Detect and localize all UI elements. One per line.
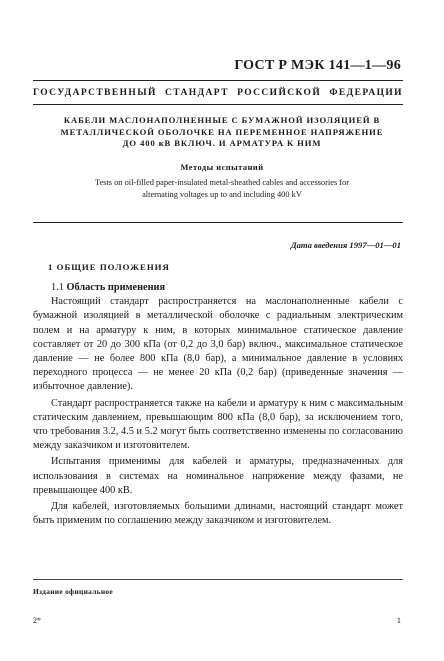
state-standard-banner	[33, 88, 403, 98]
header-rule-bottom	[33, 104, 403, 105]
section-title: 1 ОБЩИЕ ПОЛОЖЕНИЯ	[48, 262, 170, 272]
body-paragraph: Для кабелей, изготовляемых большими длинами, настоящий стандарт может быть применим по соглашению между заказчиком и изготовителем.	[33, 501, 403, 527]
section-body	[33, 281, 403, 530]
banner-word: СТАНДАРТ	[165, 88, 229, 98]
clause-heading	[33, 281, 403, 295]
footer-rule	[33, 579, 403, 580]
english-title-line: alternating voltages up to and including 400 kV	[142, 190, 302, 199]
banner-word: ФЕДЕРАЦИИ	[329, 88, 403, 98]
clause-number: 1.1	[51, 282, 64, 293]
banner-word: РОССИЙСКОЙ	[237, 88, 322, 98]
body-paragraph: Настоящий стандарт распространяется на маслонаполненные кабели с бумажной изоляцией в металлической оболочке с радиальным электрическим полем и на арматуру к ним, в которых минимальное статическое давление составляет от 20 до 300 кПа (от 0,2 до 3,0 бар) включ., максимальное статическое давление — не более 800 кПа (8,0 бар), а минимальное давление в условиях переходного процесса — не менее 20 кПа (0,2 бар) (приведенные значения — избыточное давление).	[33, 296, 403, 393]
title-line: МЕТАЛЛИЧЕСКОЙ ОБОЛОЧКЕ НА ПЕРЕМЕННОЕ НАПРЯЖЕНИЕ	[60, 126, 384, 137]
banner-word: ГОСУДАРСТВЕННЫЙ	[33, 88, 157, 98]
standard-number: ГОСТ Р МЭК 141—1—96	[234, 58, 401, 73]
title-separator	[33, 222, 403, 223]
page-number: 1	[396, 615, 401, 625]
clause-title: Область применения	[66, 282, 166, 293]
body-paragraph: Стандарт распространяется также на кабели и арматуру к ним с максимальным статическим давлением, превышающим 800 кПа (8,0 бар), за исключением того, что требования 3.2, 4.5 и 5.2 могут быть соответственно изменены по согласованию между заказчиком и изготовителем.	[33, 397, 403, 452]
english-title	[40, 177, 404, 201]
official-edition-label: Издание официальное	[33, 587, 113, 596]
english-title-line: Tests on oil-filled paper-insulated metal-sheathed cables and accessories for	[94, 178, 350, 187]
title-line: ДО 400 кВ ВКЛЮЧ. И АРМАТУРА К НИМ	[122, 138, 322, 148]
header-rule-top	[33, 80, 403, 81]
title-line: КАБЕЛИ МАСЛОНАПОЛНЕННЫЕ С БУМАЖНОЙ ИЗОЛЯЦИЕЙ В	[63, 115, 381, 125]
introduction-date: Дата введения 1997—01—01	[290, 240, 401, 250]
document-subtitle: Методы испытаний	[180, 163, 264, 172]
body-paragraph: Испытания применимы для кабелей и арматуры, предназначенных для использования в системах на номинальное напряжение между фазами, не превышающее 400 кВ.	[33, 456, 403, 496]
document-title	[40, 115, 404, 150]
printing-signature: 2*	[33, 616, 41, 625]
